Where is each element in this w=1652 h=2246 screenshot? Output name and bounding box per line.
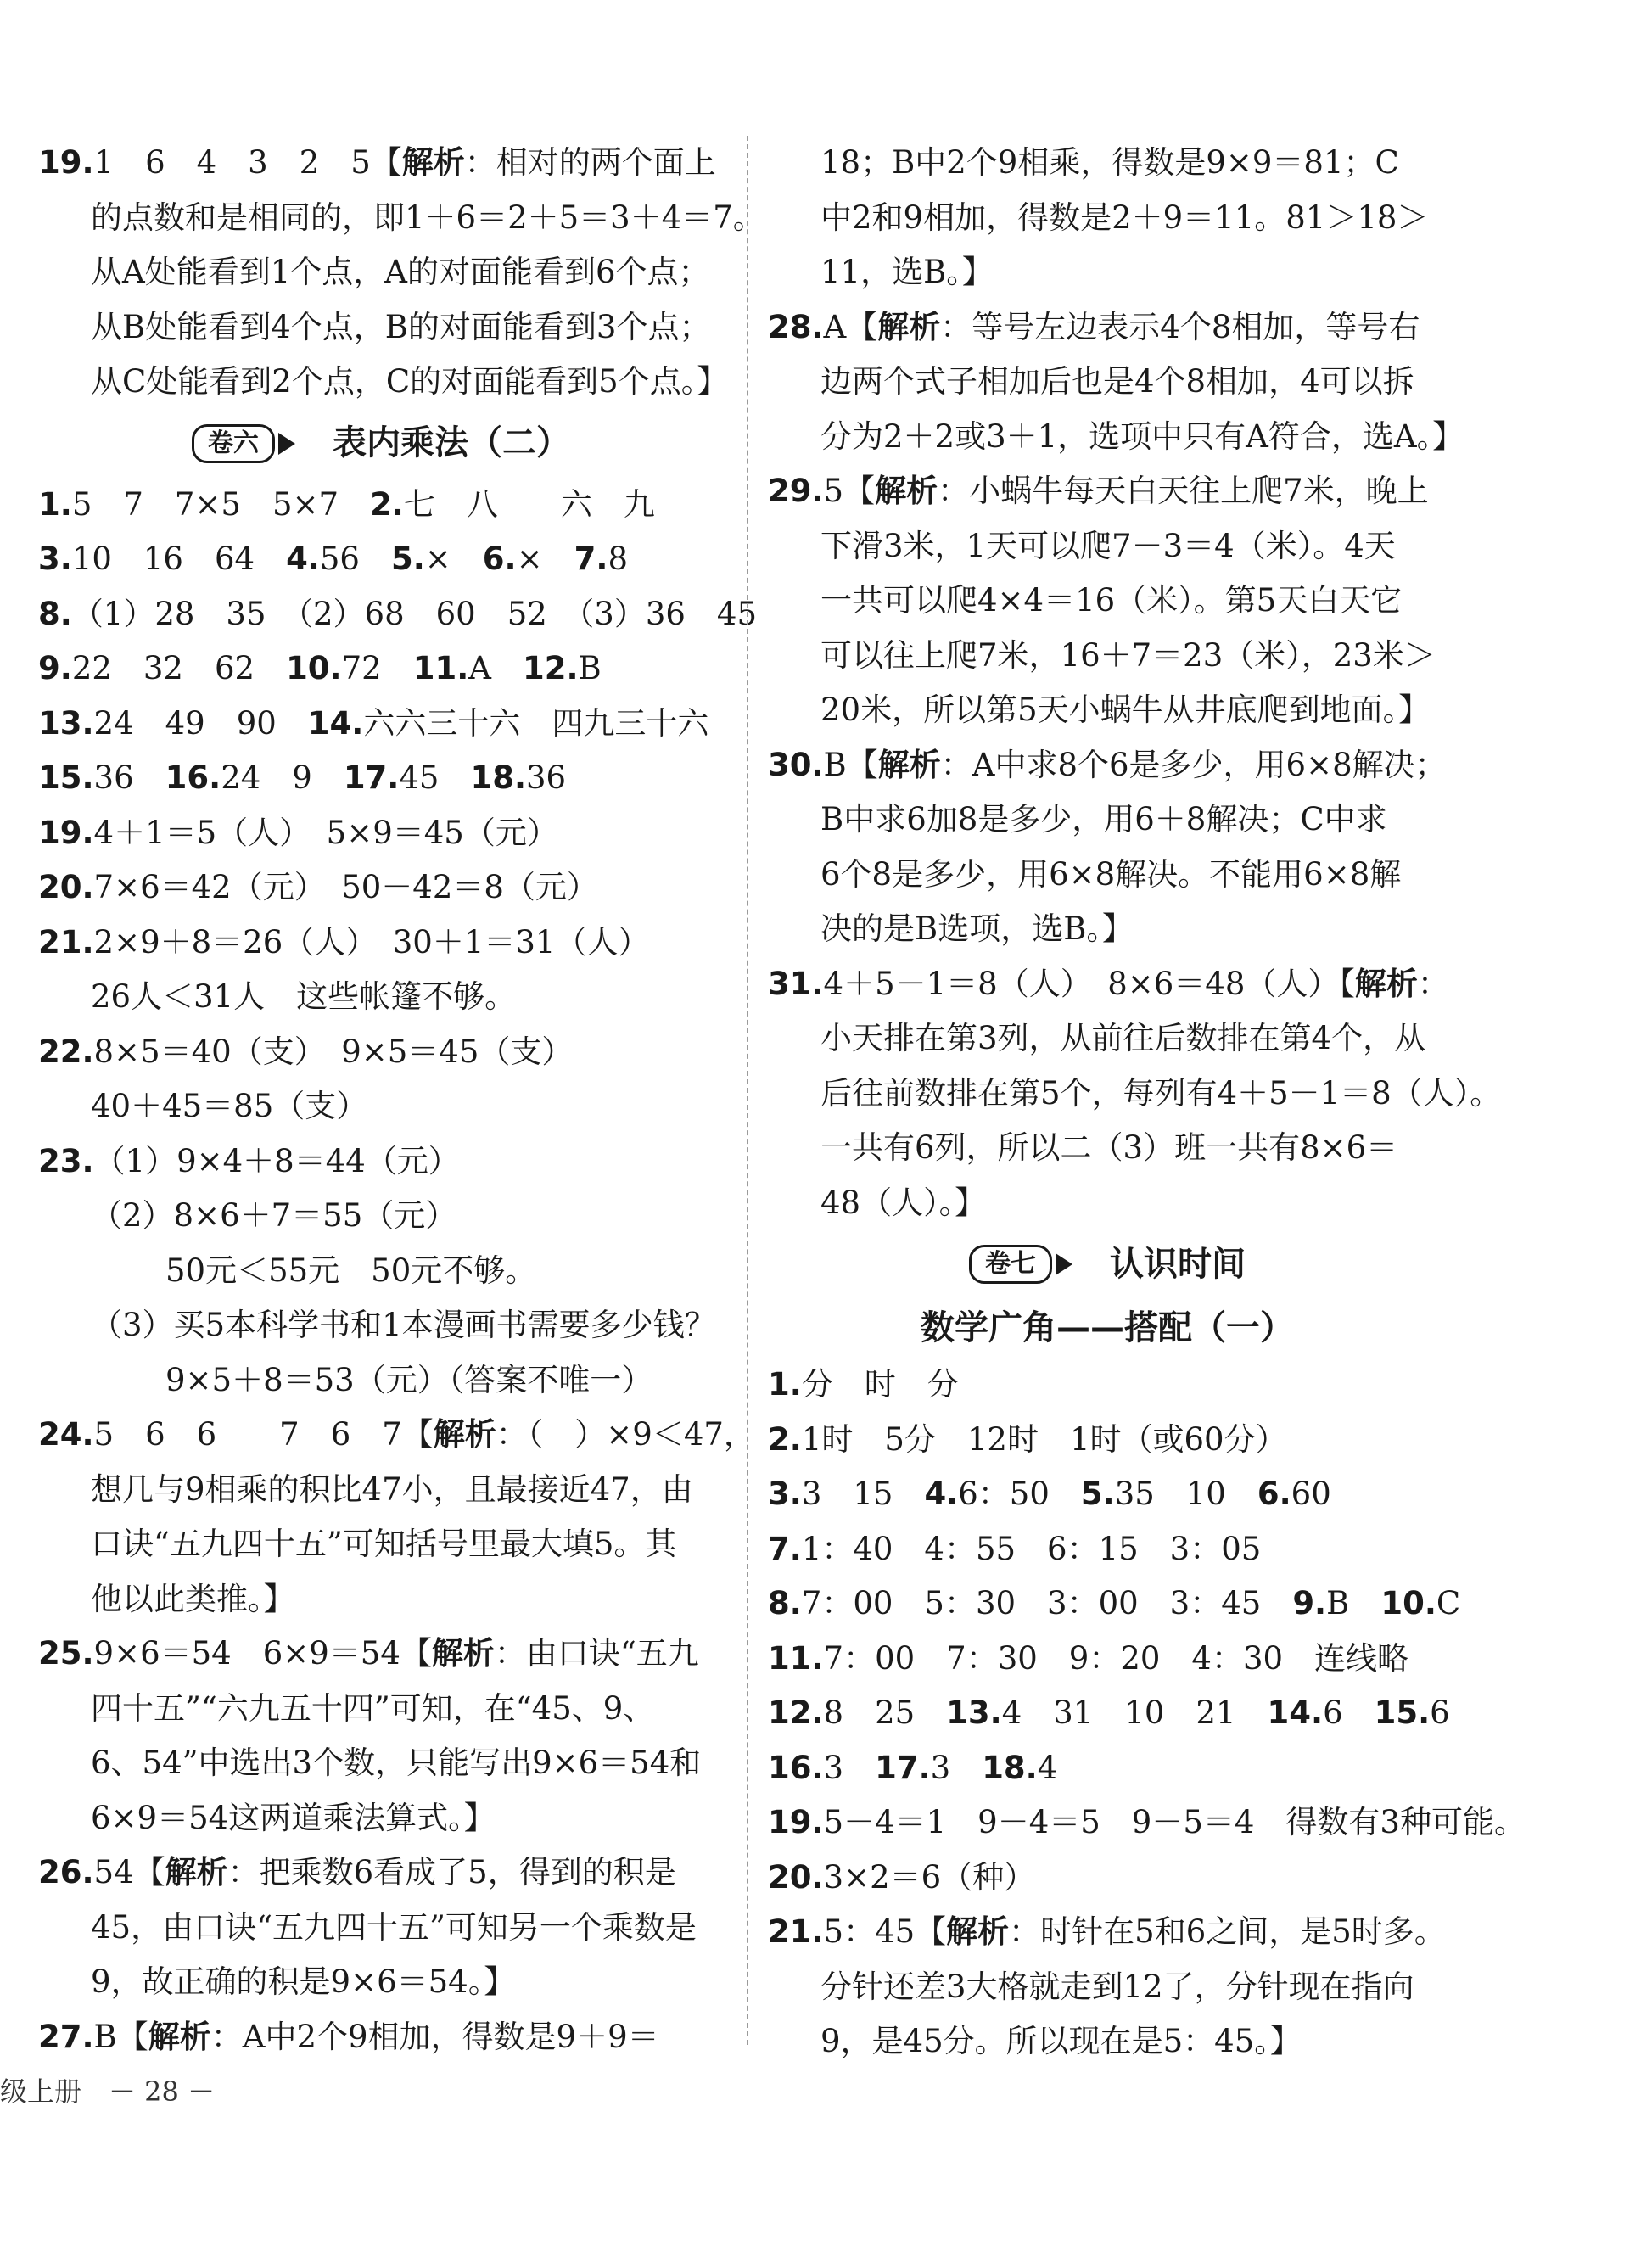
- section-badge: [192, 424, 295, 463]
- question-number: 10.: [1380, 1585, 1436, 1621]
- question-number: 4.: [286, 540, 320, 577]
- answer-line: [38, 1134, 724, 1190]
- answer-text: ：（ ）×9＜47，: [496, 1416, 755, 1453]
- answer-line: [38, 1408, 755, 1463]
- answer-text: 5【: [823, 473, 876, 509]
- answer-line: [38, 191, 764, 246]
- answer-text: 分 时 分: [801, 1366, 959, 1403]
- answer-text: ：A中2个9相加，得数是9＋9＝: [210, 2018, 659, 2055]
- answer-line: [768, 1413, 1447, 1468]
- answer-line: [38, 1736, 724, 1791]
- answer-text: （1）28 35 （2）68 60 52 （3）36 45: [71, 595, 758, 632]
- answer-text: B【: [823, 746, 878, 783]
- answer-text: 7×6＝42（元） 50－42＝8（元）: [93, 869, 598, 905]
- answer-text: 1时 5分 12时 1时（或60分）: [801, 1420, 1287, 1458]
- answer-text: 3×2＝6（种）: [823, 1858, 1036, 1896]
- answer-text: 5 6 6 7 6 7【: [93, 1416, 434, 1453]
- answer-line: [768, 519, 1447, 574]
- answer-text: 的点数和是相同的，即1＋6＝2＋5＝3＋4＝7。: [91, 199, 764, 236]
- answer-text: 可以往上爬7米，16＋7＝23（米），23米＞: [820, 636, 1436, 674]
- answer-line: [768, 410, 1464, 465]
- answer-text: 1：40 4：55 6：15 3：05: [801, 1530, 1262, 1567]
- answer-text: 5 7 7×5 5×7: [71, 485, 371, 523]
- answer-line: [768, 1467, 1447, 1522]
- answer-text: 9，故正确的积是9×6＝54。】: [91, 1963, 516, 2000]
- answer-text: ：由口诀“五九: [494, 1635, 699, 1672]
- question-number: 12.: [768, 1694, 824, 1731]
- answer-text: 4＋5－1＝8（人） 8×6＝48（人）【: [823, 965, 1355, 1002]
- answer-text: 48（人）。】: [820, 1184, 987, 1221]
- answer-text: 6：50: [958, 1476, 1081, 1512]
- question-number: 5.: [1080, 1476, 1115, 1512]
- answer-text: 七 八 六 九: [403, 485, 655, 523]
- question-number: 7.: [574, 540, 608, 577]
- answer-line: [768, 464, 1447, 519]
- answer-line: [768, 793, 1447, 848]
- answer-text: 2×9＋8＝26（人） 30＋1＝31（人）: [93, 923, 650, 961]
- section-heading: [38, 410, 724, 478]
- answer-text: B【: [93, 2018, 148, 2055]
- answer-text: 从C处能看到2个点，C的对面能看到5个点。】: [91, 363, 729, 400]
- analysis-label: 解析: [148, 2018, 211, 2055]
- answer-text: （3）买5本科学书和1本漫画书需要多少钱？: [91, 1307, 716, 1343]
- answer-text: A【: [823, 308, 878, 345]
- section-title: 数学广角——搭配（一）: [921, 1308, 1294, 1347]
- answer-text: 22 32 62: [71, 650, 287, 686]
- answer-text: 11，选B。】: [820, 254, 994, 290]
- analysis-label: 解析: [875, 473, 938, 509]
- answer-text: ×: [424, 540, 483, 577]
- question-number: 11.: [412, 650, 469, 686]
- question-number: 18.: [982, 1749, 1038, 1786]
- answer-line: [768, 300, 1447, 356]
- question-number: 31.: [768, 965, 824, 1002]
- question-number: 14.: [1267, 1694, 1324, 1731]
- left-column: [38, 136, 764, 2064]
- answer-line: [38, 1025, 724, 1080]
- answer-text: 6: [1323, 1694, 1375, 1731]
- analysis-label: 解析: [877, 308, 941, 345]
- question-number: 27.: [38, 2018, 94, 2055]
- answer-line: [768, 2014, 1447, 2070]
- question-number: 16.: [768, 1749, 824, 1786]
- answer-line: [38, 587, 758, 642]
- answer-text: ：把乘数6看成了5，得到的积是: [227, 1854, 676, 1890]
- answer-text: 后往前数排在第5个，每列有4＋5－1＝8（人）。: [820, 1074, 1502, 1112]
- answer-text: 5：45【: [823, 1913, 947, 1950]
- answer-line: [768, 629, 1447, 684]
- answer-text: ：A中求8个6是多少，用6×8解决；: [940, 746, 1447, 783]
- question-number: 8.: [38, 595, 72, 632]
- question-number: 19.: [38, 144, 94, 181]
- question-number: 26.: [38, 1854, 94, 1890]
- question-number: 25.: [38, 1635, 94, 1672]
- answer-text: 3 15: [801, 1476, 925, 1512]
- answer-text: B: [1326, 1585, 1381, 1621]
- analysis-label: 解析: [165, 1854, 228, 1890]
- answer-text: 36: [93, 759, 165, 796]
- answer-text: 中2和9相加，得数是2＋9＝11。81＞18＞: [820, 199, 1429, 236]
- answer-line: [38, 1572, 724, 1627]
- answer-text: 1 6 4 3 2 5【: [93, 144, 402, 181]
- answer-line: [38, 860, 724, 916]
- analysis-label: 解析: [946, 1913, 1010, 1950]
- answer-line: [38, 355, 729, 410]
- answer-line: [768, 136, 1447, 191]
- answer-text: 6个8是多少，用6×8解决。不能用6×8解: [820, 855, 1402, 893]
- question-number: 23.: [38, 1142, 94, 1179]
- answer-line: [38, 751, 724, 806]
- answer-line: [768, 1067, 1502, 1122]
- question-number: 4.: [924, 1476, 959, 1512]
- answer-text: 9×5＋8＝53（元）（答案不唯一）: [165, 1361, 653, 1398]
- question-number: 14.: [307, 704, 364, 742]
- play-arrow-icon: [1056, 1253, 1072, 1275]
- answer-line: [38, 1791, 724, 1846]
- answer-line: [38, 1627, 724, 1682]
- question-number: 6.: [1257, 1476, 1291, 1512]
- answer-line: [768, 1851, 1447, 1906]
- question-number: 30.: [768, 746, 824, 783]
- answer-line: [38, 1189, 724, 1244]
- answer-text: 四十五”“六九五十四”可知，在“45、9、: [91, 1689, 655, 1727]
- answer-line: [768, 1905, 1447, 1960]
- question-number: 15.: [1374, 1694, 1431, 1731]
- question-number: 21.: [38, 923, 94, 961]
- answer-text: 60: [1291, 1476, 1331, 1512]
- answer-text: ：等号左边表示4个8相加，等号右: [940, 308, 1420, 345]
- question-number: 16.: [165, 759, 221, 796]
- question-number: 10.: [286, 650, 342, 686]
- answer-line: [38, 1353, 724, 1409]
- answer-text: 18；B中2个9相乘，得数是9×9＝81；C: [820, 144, 1399, 181]
- question-number: 3.: [768, 1476, 802, 1512]
- question-number: 19.: [768, 1804, 824, 1840]
- analysis-label: 解析: [1354, 965, 1418, 1002]
- question-number: 2.: [370, 485, 404, 523]
- answer-text: 72: [341, 650, 413, 686]
- answer-line: [38, 1463, 724, 1518]
- question-number: 6.: [482, 540, 517, 577]
- answer-line: [768, 574, 1447, 629]
- answer-line: [768, 902, 1447, 957]
- answer-line: [768, 1632, 1447, 1687]
- answer-text: 3: [823, 1749, 876, 1786]
- question-number: 8.: [768, 1585, 802, 1621]
- question-number: 28.: [768, 308, 824, 345]
- question-number: 20.: [38, 869, 94, 905]
- question-number: 22.: [38, 1033, 94, 1070]
- answer-text: 4＋1＝5（人） 5×9＝45（元）: [93, 814, 558, 851]
- answer-line: [768, 355, 1447, 410]
- answer-text: 6: [1430, 1694, 1450, 1731]
- question-number: 1.: [38, 485, 72, 523]
- answer-line: [38, 1298, 724, 1353]
- answer-text: 54【: [93, 1854, 165, 1890]
- answer-text: B中求6加8是多少，用6＋8解决；C中求: [820, 801, 1387, 837]
- answer-text: 分为2＋2或3＋1，选项中只有A符合，选A。】: [820, 417, 1464, 455]
- answer-line: [768, 1121, 1447, 1176]
- answer-text: 7：00 7：30 9：20 4：30 连线略: [823, 1639, 1409, 1677]
- answer-text: 6×9＝54这两道乘法算式。】: [91, 1799, 496, 1836]
- answer-text: 边两个式子相加后也是4个8相加，4可以拆: [820, 363, 1414, 400]
- question-number: 24.: [38, 1416, 94, 1453]
- question-number: 21.: [768, 1913, 824, 1950]
- answer-text: 分针还差3大格就走到12了，分针现在指向: [820, 1968, 1414, 2005]
- answer-text: 他以此类推。】: [91, 1580, 295, 1617]
- section-badge: [969, 1245, 1072, 1284]
- answer-line: [768, 1522, 1447, 1577]
- question-number: 9.: [1292, 1585, 1327, 1621]
- answer-text: 8: [608, 540, 628, 577]
- answer-line: [768, 1358, 1447, 1413]
- answer-text: A: [468, 650, 523, 686]
- question-number: 20.: [768, 1858, 824, 1896]
- answer-line: [768, 1686, 1450, 1741]
- answer-line: [38, 697, 724, 752]
- answer-text: 6、54”中选出3个数，只能写出9×6＝54和: [91, 1745, 702, 1781]
- answer-line: [768, 245, 1447, 300]
- answer-line: [38, 1682, 724, 1737]
- answer-line: [38, 300, 724, 356]
- question-number: 5.: [390, 540, 425, 577]
- question-number: 15.: [38, 759, 94, 796]
- question-number: 1.: [768, 1366, 802, 1403]
- answer-text: 26人＜31人 这些帐篷不够。: [91, 978, 517, 1015]
- answer-text: 8×5＝40（支） 9×5＝45（支）: [93, 1033, 574, 1070]
- question-number: 19.: [38, 814, 94, 851]
- answer-line: [768, 683, 1447, 738]
- answer-text: 9×6＝54 6×9＝54【: [93, 1635, 432, 1672]
- question-number: 7.: [768, 1530, 802, 1567]
- question-number: 12.: [522, 650, 579, 686]
- question-number: 17.: [343, 759, 400, 796]
- answer-text: 20米，所以第5天小蜗牛从井底爬到地面。】: [820, 692, 1431, 728]
- answer-text: （2）8×6＋7＝55（元）: [91, 1197, 457, 1234]
- answer-line: [768, 1960, 1447, 2015]
- answer-text: 5－4＝1 9－4＝5 9－5＝4 得数有3种可能。: [823, 1804, 1526, 1840]
- page-footer: 级上册 － 28 －: [0, 2075, 216, 2108]
- answer-text: 40＋45＝85（支）: [91, 1088, 368, 1124]
- answer-line: [38, 806, 724, 861]
- answer-line: [768, 1176, 1447, 1231]
- answer-line: [768, 1577, 1461, 1632]
- analysis-label: 解析: [433, 1416, 496, 1453]
- answer-line: [38, 1901, 724, 1956]
- answer-text: 决的是B选项，选B。】: [820, 910, 1134, 947]
- answer-text: 下滑3米，1天可以爬7－3＝4（米）。4天: [820, 527, 1396, 564]
- answer-text: ：: [1417, 965, 1449, 1002]
- play-arrow-icon: [278, 433, 295, 455]
- answer-text: 24 9: [221, 759, 344, 796]
- answer-text: 50元＜55元 50元不够。: [165, 1252, 537, 1289]
- answer-line: [38, 970, 724, 1025]
- section-title: 认识时间: [1110, 1244, 1246, 1284]
- question-number: 18.: [470, 759, 526, 796]
- answer-line: [768, 191, 1447, 246]
- section-title: 表内乘法（二）: [333, 423, 570, 463]
- answer-line: [38, 1955, 724, 2010]
- analysis-label: 解析: [401, 144, 465, 181]
- answer-text: 想几与9相乘的积比47小，且最接近47，由: [91, 1470, 693, 1508]
- answer-text: 口诀“五九四十五”可知括号里最大填5。其: [91, 1526, 677, 1562]
- answer-line: [38, 1517, 724, 1572]
- answer-line: [768, 1741, 1447, 1796]
- right-column: [768, 136, 1526, 2070]
- answer-text: 36: [526, 759, 567, 796]
- answer-text: 8 25: [823, 1694, 947, 1731]
- answer-text: 45: [399, 759, 471, 796]
- answer-text: 六六三十六 四九三十六: [363, 704, 709, 742]
- analysis-label: 解析: [877, 746, 941, 783]
- section-badge-label: 卷七: [969, 1245, 1052, 1284]
- answer-text: 10 16 64: [71, 540, 287, 577]
- answer-line: [38, 1244, 724, 1299]
- answer-text: 小天排在第3列，从前往后数排在第4个，从: [820, 1020, 1426, 1056]
- answer-text: （1）9×4＋8＝44（元）: [93, 1142, 460, 1179]
- section-badge-label: 卷六: [192, 424, 275, 463]
- question-number: 3.: [38, 540, 72, 577]
- question-number: 2.: [768, 1420, 802, 1458]
- column-divider: [747, 136, 748, 2045]
- question-number: 13.: [946, 1694, 1002, 1731]
- answer-text: 一共可以爬4×4＝16（米）。第5天白天它: [820, 582, 1403, 619]
- answer-line: [768, 957, 1447, 1012]
- answer-line: [768, 1011, 1447, 1067]
- answer-line: [38, 2010, 724, 2065]
- answer-line: [38, 1079, 724, 1134]
- answer-line: [38, 245, 724, 300]
- answer-text: ：时针在5和6之间，是5时多。: [1009, 1913, 1446, 1950]
- answer-text: 3: [930, 1749, 983, 1786]
- section-heading: [768, 1298, 1447, 1358]
- answer-line: [38, 1846, 724, 1901]
- answer-text: 4 31 10 21: [1001, 1694, 1268, 1731]
- question-number: 29.: [768, 473, 824, 509]
- question-number: 9.: [38, 650, 72, 686]
- question-number: 11.: [768, 1639, 824, 1677]
- answer-text: 56: [319, 540, 391, 577]
- answer-line: [38, 532, 724, 587]
- answer-text: B: [578, 650, 602, 686]
- answer-text: 35 10: [1114, 1476, 1257, 1512]
- analysis-label: 解析: [431, 1635, 495, 1672]
- question-number: 13.: [38, 704, 94, 742]
- answer-text: ：相对的两个面上: [464, 144, 716, 181]
- answer-line: [38, 478, 724, 533]
- answer-line: [38, 641, 724, 697]
- answer-text: ：小蜗牛每天白天往上爬7米，晚上: [938, 473, 1429, 509]
- question-number: 17.: [875, 1749, 931, 1786]
- answer-text: 4: [1037, 1749, 1058, 1786]
- answer-text: 从B处能看到4个点，B的对面能看到3个点；: [91, 308, 711, 345]
- answer-line: [768, 738, 1447, 793]
- answer-text: 9，是45分。所以现在是5：45。】: [820, 2023, 1302, 2059]
- answer-text: 45，由口诀“五九四十五”可知另一个乘数是: [91, 1908, 697, 1946]
- answer-text: 24 49 90: [93, 704, 308, 742]
- answer-text: 从A处能看到1个点，A的对面能看到6个点；: [91, 254, 710, 290]
- answer-line: [38, 916, 724, 971]
- answer-text: C: [1436, 1585, 1461, 1621]
- answer-line: [38, 136, 724, 191]
- answer-line: [768, 848, 1447, 903]
- answer-text: ×: [516, 540, 574, 577]
- answer-text: 7：00 5：30 3：00 3：45: [801, 1585, 1293, 1621]
- answer-text: 一共有6列，所以二（3）班一共有8×6＝: [820, 1129, 1398, 1166]
- section-heading: [768, 1230, 1447, 1298]
- answer-line: [768, 1795, 1526, 1851]
